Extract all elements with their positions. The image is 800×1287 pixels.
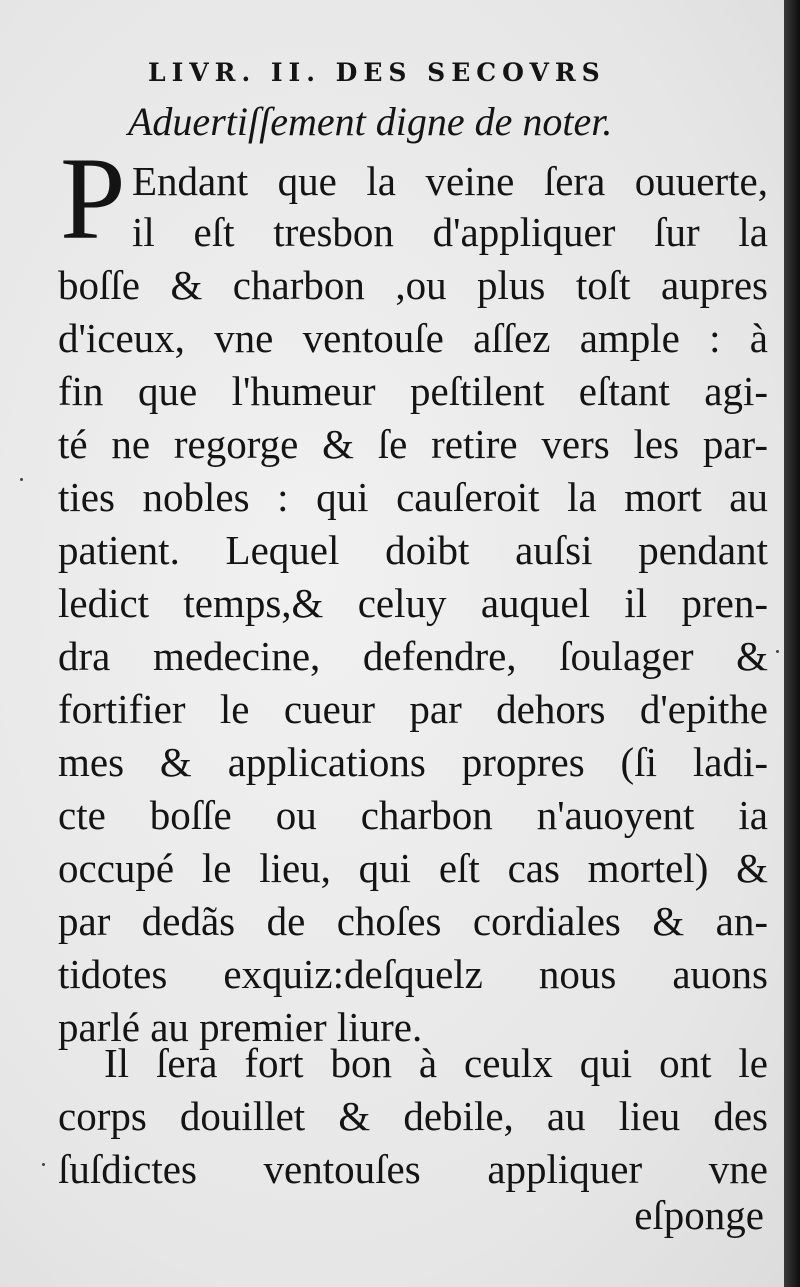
text-line: ledict temps,& celuy auquel il pren- — [58, 580, 768, 626]
text-line: fortifier le cueur par dehors d'epithe — [58, 686, 768, 732]
text-line: mes & applications propres (ſi ladi- — [58, 739, 768, 785]
drop-cap: P — [60, 133, 126, 264]
text-line: il eſt tresbon d'appliquer ſur la — [132, 209, 768, 255]
text-line: cte boſſe ou charbon n'auoyent ia — [58, 792, 768, 838]
text-line: corps douillet & debile, au lieu des — [58, 1093, 768, 1139]
text-line: té ne regorge & ſe retire vers les par- — [58, 421, 768, 467]
page-edge-shadow — [784, 0, 800, 1287]
text-line: Endant que la veine ſera ouuerte, — [132, 158, 768, 204]
text-line: boſſe & charbon ,ou plus toſt aupres — [58, 262, 768, 308]
text-line: Il ſera fort bon à ceulx qui ont le — [104, 1040, 768, 1086]
running-head: LIVR. II. DES SECOVRS — [148, 58, 606, 87]
text-line: par dedãs de choſes cordiales & an- — [58, 898, 768, 944]
text-line: ties nobles : qui cauſeroit la mort au — [58, 474, 768, 520]
text-line: dra medecine, defendre, ſoulager & — [58, 633, 768, 679]
text-line: occupé le lieu, qui eſt cas mortel) & — [58, 845, 768, 891]
text-line: fin que l'humeur peſtilent eſtant agi- — [58, 368, 768, 414]
text-line: d'iceux, vne ventouſe aſſez ample : à — [58, 315, 768, 361]
text-line: patient. Lequel doibt auſsi pendant — [58, 527, 768, 573]
text-line: tidotes exquiz:deſquelz nous auons — [58, 951, 768, 997]
text-line: parlé au premier liure. — [58, 1004, 423, 1050]
section-heading: Aduertiſſement digne de noter. — [128, 99, 613, 144]
catchword: eſponge — [634, 1192, 764, 1238]
text-line: ſuſdictes ventouſes appliquer vne — [58, 1146, 768, 1192]
